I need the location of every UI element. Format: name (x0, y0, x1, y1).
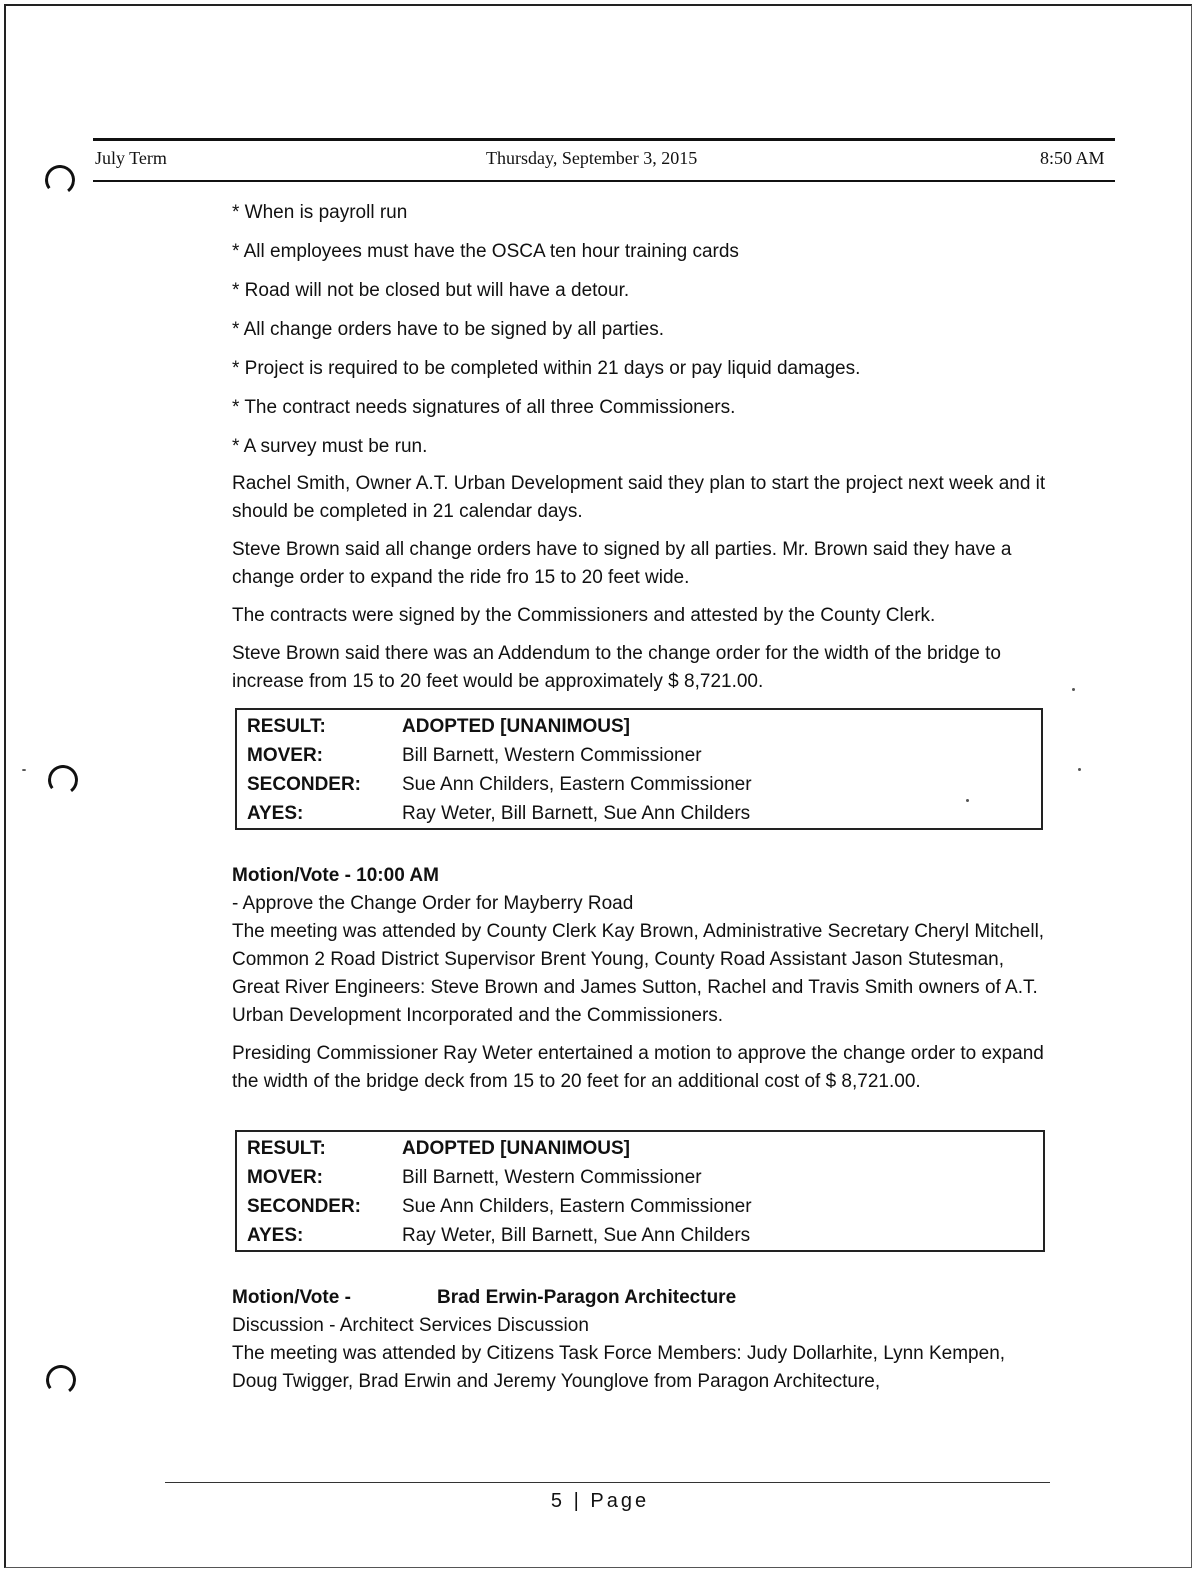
paragraph-addendum: Steve Brown said there was an Addendum to the change order for the width of the bridge to increase from 15 to 20 feet would be approximately $ 8,721.00. (232, 643, 1001, 692)
vote-mover-value: Bill Barnett, Western Commissioner (402, 1167, 702, 1188)
scan-speck (22, 769, 26, 771)
vote-row-result (247, 1134, 1033, 1163)
vote-result-value: ADOPTED [UNANIMOUS] (402, 716, 630, 737)
vote-result-label: RESULT: (247, 1138, 326, 1159)
bullet-list (232, 199, 1052, 472)
vote-seconder-value: Sue Ann Childers, Eastern Commissioner (402, 774, 752, 795)
header-bottom-rule (93, 180, 1115, 182)
paragraph-rachel-smith: Rachel Smith, Owner A.T. Urban Development said they plan to start the project next week and it should be completed in 21 calendar days. (232, 473, 1046, 522)
vote-result-value: ADOPTED [UNANIMOUS] (402, 1138, 630, 1159)
vote-mover-label: MOVER: (247, 1167, 323, 1188)
paragraph-task-force-attendance: The meeting was attended by Citizens Task Force Members: Judy Dollarhite, Lynn Kempen, Doug Twigger, Brad Erwin and Jeremy Younglove from Paragon Architecture, (232, 1343, 1006, 1392)
header-top-rule (93, 138, 1115, 141)
vote-row-result (247, 712, 1031, 741)
vote-row-ayes (247, 1221, 1033, 1250)
list-item: * Project is required to be completed within 21 days or pay liquid damages. (232, 358, 861, 379)
scan-speck (1072, 688, 1075, 691)
vote-ayes-value: Ray Weter, Bill Barnett, Sue Ann Childers (402, 803, 751, 824)
section-heading-row (232, 1284, 1052, 1312)
list-item: * The contract needs signatures of all three Commissioners. (232, 397, 736, 418)
footer-rule (165, 1482, 1050, 1483)
vote-result-label: RESULT: (247, 716, 326, 737)
vote-ayes-label: AYES: (247, 803, 304, 824)
header-time: 8:50 AM (1040, 148, 1105, 168)
list-item: * When is payroll run (232, 202, 408, 223)
vote-row-seconder (247, 770, 1031, 799)
vote-seconder-label: SECONDER: (247, 1196, 362, 1217)
vote-row-mover (247, 1163, 1033, 1192)
section-heading-title: Brad Erwin-Paragon Architecture (437, 1287, 737, 1308)
list-item: * All change orders have to be signed by all parties. (232, 319, 664, 340)
vote-ayes-label: AYES: (247, 1225, 304, 1246)
vote-seconder-label: SECONDER: (247, 774, 362, 795)
discussion-line: Discussion - Architect Services Discussion (232, 1315, 589, 1336)
paragraph-attendance: The meeting was attended by County Clerk Kay Brown, Administrative Secretary Cheryl Mitchell, Common 2 Road District Supervisor Brent Young, County Road Assistant Jason Stutesman, Great River Engineers: Steve Brown and James Sutton, Rachel and Travis Smith owners of A.T. Urban Development Incorporated and the Commissioners. (232, 921, 1045, 1026)
vote-row-mover (247, 741, 1031, 770)
scan-speck (1078, 768, 1081, 771)
vote-mover-label: MOVER: (247, 745, 323, 766)
paragraph-group-1 (232, 470, 1052, 706)
vote-ayes-value: Ray Weter, Bill Barnett, Sue Ann Childers (402, 1225, 751, 1246)
paragraph-steve-brown-change-orders: Steve Brown said all change orders have to signed by all parties. Mr. Brown said they have a change order to expand the ride fro 15 to 20 feet wide. (232, 539, 1012, 588)
section-subheading: - Approve the Change Order for Mayberry Road (232, 893, 634, 914)
scan-speck (966, 799, 969, 802)
list-item: * A survey must be run. (232, 436, 428, 457)
vote-row-ayes (247, 799, 1031, 828)
paragraph-contracts-signed: The contracts were signed by the Commissioners and attested by the County Clerk. (232, 605, 936, 626)
vote-mover-value: Bill Barnett, Western Commissioner (402, 745, 702, 766)
section-architecture (232, 1284, 1052, 1406)
header-term: July Term (95, 148, 167, 168)
page-number: 5 | Page (550, 1490, 650, 1512)
vote-seconder-value: Sue Ann Childers, Eastern Commissioner (402, 1196, 752, 1217)
section-heading-label: Motion/Vote - (232, 1287, 351, 1308)
vote-result-box-2 (235, 1130, 1045, 1252)
section-change-order (232, 862, 1052, 1106)
header-date: Thursday, September 3, 2015 (486, 148, 698, 168)
vote-row-seconder (247, 1192, 1033, 1221)
list-item: * Road will not be closed but will have a detour. (232, 280, 630, 301)
paragraph-motion: Presiding Commissioner Ray Weter entertained a motion to approve the change order to expand the width of the bridge deck from 15 to 20 feet for an additional cost of $ 8,721.00. (232, 1043, 1044, 1092)
section-heading-motion-vote: Motion/Vote - 10:00 AM (232, 865, 439, 886)
list-item: * All employees must have the OSCA ten hour training cards (232, 241, 739, 262)
vote-result-box-1 (235, 708, 1043, 830)
